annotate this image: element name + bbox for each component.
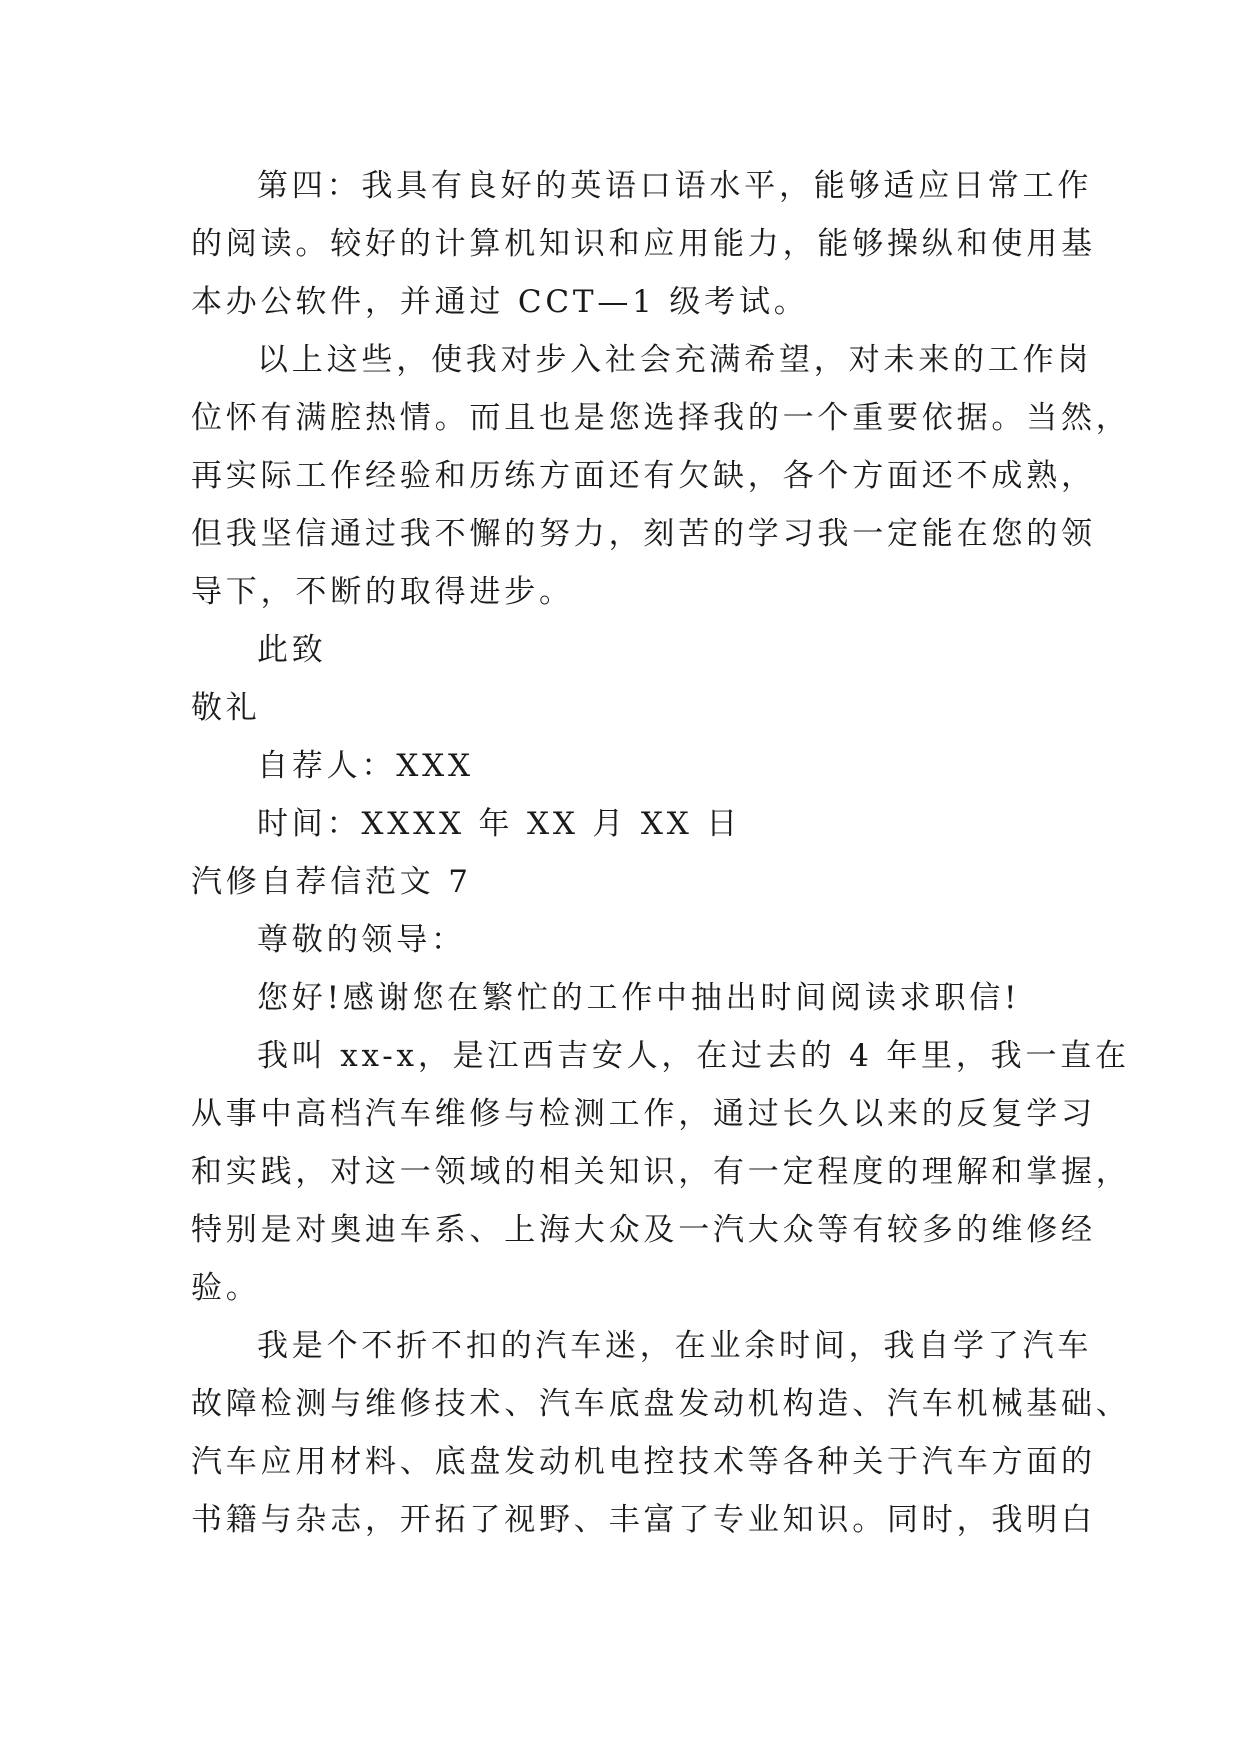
closing-paragraph-line-2: 位怀有满腔热情。而且也是您选择我的一个重要依据。当然， xyxy=(191,400,1131,436)
intro-paragraph-line-4: 特别是对奥迪车系、上海大众及一汽大众等有较多的维修经 xyxy=(191,1212,1096,1248)
closing-paragraph-line-1: 以上这些，使我对步入社会充满希望，对未来的工作岗 xyxy=(257,342,1093,378)
closing-paragraph-line-3: 再实际工作经验和历练方面还有欠缺，各个方面还不成熟， xyxy=(191,458,1096,494)
signature-line: 自荐人：XXX xyxy=(257,748,474,784)
paragraph-4-line-1: 第四：我具有良好的英语口语水平，能够适应日常工作 xyxy=(257,168,1093,204)
intro-paragraph-line-1: 我叫 xx-x，是江西吉安人，在过去的 4 年里，我一直在 xyxy=(257,1038,1130,1074)
closing-paragraph-line-5: 导下，不断的取得进步。 xyxy=(191,574,574,610)
intro-paragraph-line-2: 从事中高档汽车维修与检测工作，通过长久以来的反复学习 xyxy=(191,1096,1096,1132)
opening-line: 您好!感谢您在繁忙的工作中抽出时间阅读求职信! xyxy=(257,980,1021,1016)
hobby-paragraph-line-2: 故障检测与维修技术、汽车底盘发动机构造、汽车机械基础、 xyxy=(191,1386,1131,1422)
closing-paragraph-line-4: 但我坚信通过我不懈的努力，刻苦的学习我一定能在您的领 xyxy=(191,516,1096,552)
paragraph-4-line-3: 本办公软件，并通过 CCT—1 级考试。 xyxy=(191,284,809,320)
paragraph-4-line-2: 的阅读。较好的计算机知识和应用能力，能够操纵和使用基 xyxy=(191,226,1096,262)
greeting: 尊敬的领导： xyxy=(257,922,466,958)
date-line: 时间：XXXX 年 XX 月 XX 日 xyxy=(257,806,742,842)
intro-paragraph-line-5: 验。 xyxy=(191,1270,261,1306)
hobby-paragraph-line-3: 汽车应用材料、底盘发动机电控技术等各种关于汽车方面的 xyxy=(191,1444,1096,1480)
hobby-paragraph-line-4: 书籍与杂志，开拓了视野、丰富了专业知识。同时，我明白 xyxy=(191,1502,1096,1538)
intro-paragraph-line-3: 和实践，对这一领域的相关知识，有一定程度的理解和掌握， xyxy=(191,1154,1131,1190)
salutation-jing-li: 敬礼 xyxy=(191,690,261,726)
hobby-paragraph-line-1: 我是个不折不扣的汽车迷，在业余时间，我自学了汽车 xyxy=(257,1328,1093,1364)
salutation-ci-zhi: 此致 xyxy=(257,632,327,668)
section-title: 汽修自荐信范文 7 xyxy=(191,864,472,900)
